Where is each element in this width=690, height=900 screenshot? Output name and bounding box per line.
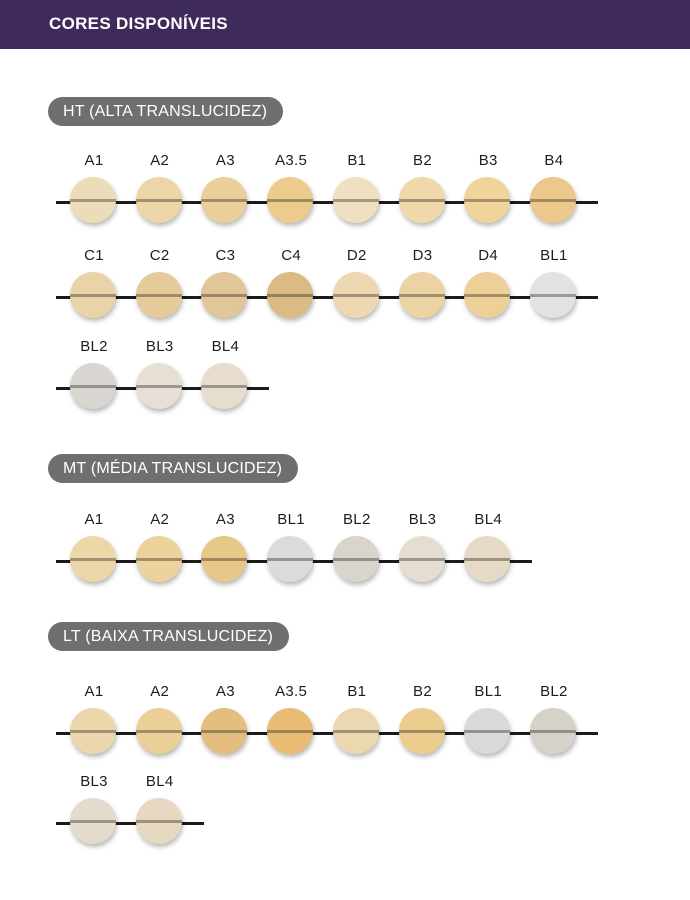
shade-label: A3 — [215, 511, 235, 528]
shade-swatch — [69, 535, 119, 585]
shade-label: BL3 — [145, 338, 174, 355]
swatch-line-overlay — [201, 199, 247, 202]
shade-label: B2 — [413, 683, 432, 700]
shade-swatch — [69, 362, 119, 412]
swatch-line-overlay — [70, 558, 116, 561]
shade-label: C2 — [149, 247, 170, 264]
shade-swatch — [135, 176, 185, 226]
shade-swatch — [200, 535, 250, 585]
shade-swatch — [529, 176, 579, 226]
swatch-line-overlay — [70, 730, 116, 733]
shade-swatch — [200, 707, 250, 757]
shade-swatch — [69, 176, 119, 226]
shade-row — [0, 152, 690, 232]
shade-swatch — [398, 707, 448, 757]
shade-swatch — [200, 362, 250, 412]
shade-swatch — [266, 535, 316, 585]
swatch-line-overlay — [70, 820, 116, 823]
shade-row — [0, 773, 690, 853]
shade-label: BL2 — [343, 511, 371, 528]
shade-label: A2 — [150, 511, 170, 528]
shade-label: A1 — [84, 152, 104, 169]
shade-label: B1 — [347, 152, 367, 169]
shade-swatch — [135, 797, 185, 847]
swatch-line-overlay — [333, 730, 379, 733]
shade-swatch — [69, 707, 119, 757]
swatch-line-overlay — [267, 730, 313, 733]
shade-swatch — [463, 176, 513, 226]
swatch-line-overlay — [201, 385, 247, 388]
swatch-line-overlay — [530, 294, 576, 297]
swatch-line-overlay — [464, 294, 510, 297]
shade-label: A3 — [215, 152, 235, 169]
shade-swatch — [398, 176, 448, 226]
shade-label: BL2 — [540, 683, 568, 700]
shade-label: B2 — [413, 152, 432, 169]
shade-swatch — [332, 176, 382, 226]
swatch-line-overlay — [399, 294, 445, 297]
shade-swatch — [200, 176, 250, 226]
shade-label: B4 — [544, 152, 564, 169]
shade-label: D4 — [478, 247, 499, 264]
swatch-line-overlay — [464, 199, 510, 202]
section-title: MT (MÉDIA TRANSLUCIDEZ) — [48, 454, 298, 483]
swatch-line-overlay — [136, 385, 182, 388]
shade-swatch — [135, 271, 185, 321]
swatch-line-overlay — [267, 558, 313, 561]
shade-swatch — [135, 362, 185, 412]
shade-swatch — [69, 797, 119, 847]
swatch-line-overlay — [464, 558, 510, 561]
shade-label: BL4 — [211, 338, 240, 355]
header-bar — [0, 0, 690, 49]
shade-label: C1 — [84, 247, 104, 264]
swatch-line-overlay — [136, 558, 182, 561]
shade-label: D3 — [412, 247, 433, 264]
shade-swatch — [332, 707, 382, 757]
shade-swatch — [529, 271, 579, 321]
swatch-line-overlay — [136, 730, 182, 733]
swatch-line-overlay — [201, 730, 247, 733]
shade-swatch — [463, 535, 513, 585]
shade-label: A1 — [84, 511, 104, 528]
shade-label: BL4 — [474, 511, 502, 528]
shade-swatch — [266, 176, 316, 226]
shade-swatch — [398, 271, 448, 321]
section-title: LT (BAIXA TRANSLUCIDEZ) — [48, 622, 289, 651]
swatch-line-overlay — [267, 294, 313, 297]
shade-label: BL1 — [277, 511, 305, 528]
shade-label: BL1 — [474, 683, 502, 700]
shade-label: BL3 — [80, 773, 108, 790]
shade-swatch — [463, 271, 513, 321]
swatch-line-overlay — [399, 558, 445, 561]
swatch-line-overlay — [136, 294, 182, 297]
shade-label: C4 — [281, 247, 301, 264]
shade-label: B1 — [347, 683, 367, 700]
shade-label: D2 — [346, 247, 367, 264]
shade-swatch — [135, 535, 185, 585]
swatch-line-overlay — [267, 199, 313, 202]
swatch-line-overlay — [136, 199, 182, 202]
swatch-line-overlay — [201, 558, 247, 561]
shade-label: BL2 — [80, 338, 108, 355]
shade-label: BL1 — [540, 247, 568, 264]
shade-label: BL4 — [145, 773, 174, 790]
shade-label: BL3 — [408, 511, 437, 528]
shade-label: B3 — [478, 152, 498, 169]
shade-label: A3.5 — [275, 152, 308, 169]
shade-swatch — [529, 707, 579, 757]
shade-row — [0, 247, 690, 327]
shade-label: A2 — [150, 152, 170, 169]
swatch-line-overlay — [333, 199, 379, 202]
shade-label: C3 — [215, 247, 236, 264]
shade-swatch — [135, 707, 185, 757]
swatch-line-overlay — [136, 820, 182, 823]
swatch-line-overlay — [530, 199, 576, 202]
swatch-line-overlay — [333, 558, 379, 561]
swatch-line-overlay — [70, 199, 116, 202]
page-title: CORES DISPONÍVEIS — [49, 14, 228, 33]
swatch-line-overlay — [70, 385, 116, 388]
section-title: HT (ALTA TRANSLUCIDEZ) — [48, 97, 283, 126]
shade-swatch — [200, 271, 250, 321]
shade-label: A3 — [215, 683, 235, 700]
shade-swatch — [398, 535, 448, 585]
shade-row — [0, 338, 690, 418]
swatch-line-overlay — [399, 199, 445, 202]
swatch-line-overlay — [201, 294, 247, 297]
shade-label: A1 — [84, 683, 104, 700]
swatch-line-overlay — [399, 730, 445, 733]
shade-label: A2 — [150, 683, 170, 700]
shade-row — [0, 683, 690, 763]
shade-label: A3.5 — [275, 683, 308, 700]
shade-swatch — [266, 707, 316, 757]
shade-row — [0, 511, 690, 591]
swatch-line-overlay — [333, 294, 379, 297]
shade-swatch — [69, 271, 119, 321]
shade-swatch — [332, 271, 382, 321]
swatch-line-overlay — [70, 294, 116, 297]
shade-swatch — [266, 271, 316, 321]
shade-swatch — [463, 707, 513, 757]
swatch-line-overlay — [530, 730, 576, 733]
shade-swatch — [332, 535, 382, 585]
swatch-line-overlay — [464, 730, 510, 733]
